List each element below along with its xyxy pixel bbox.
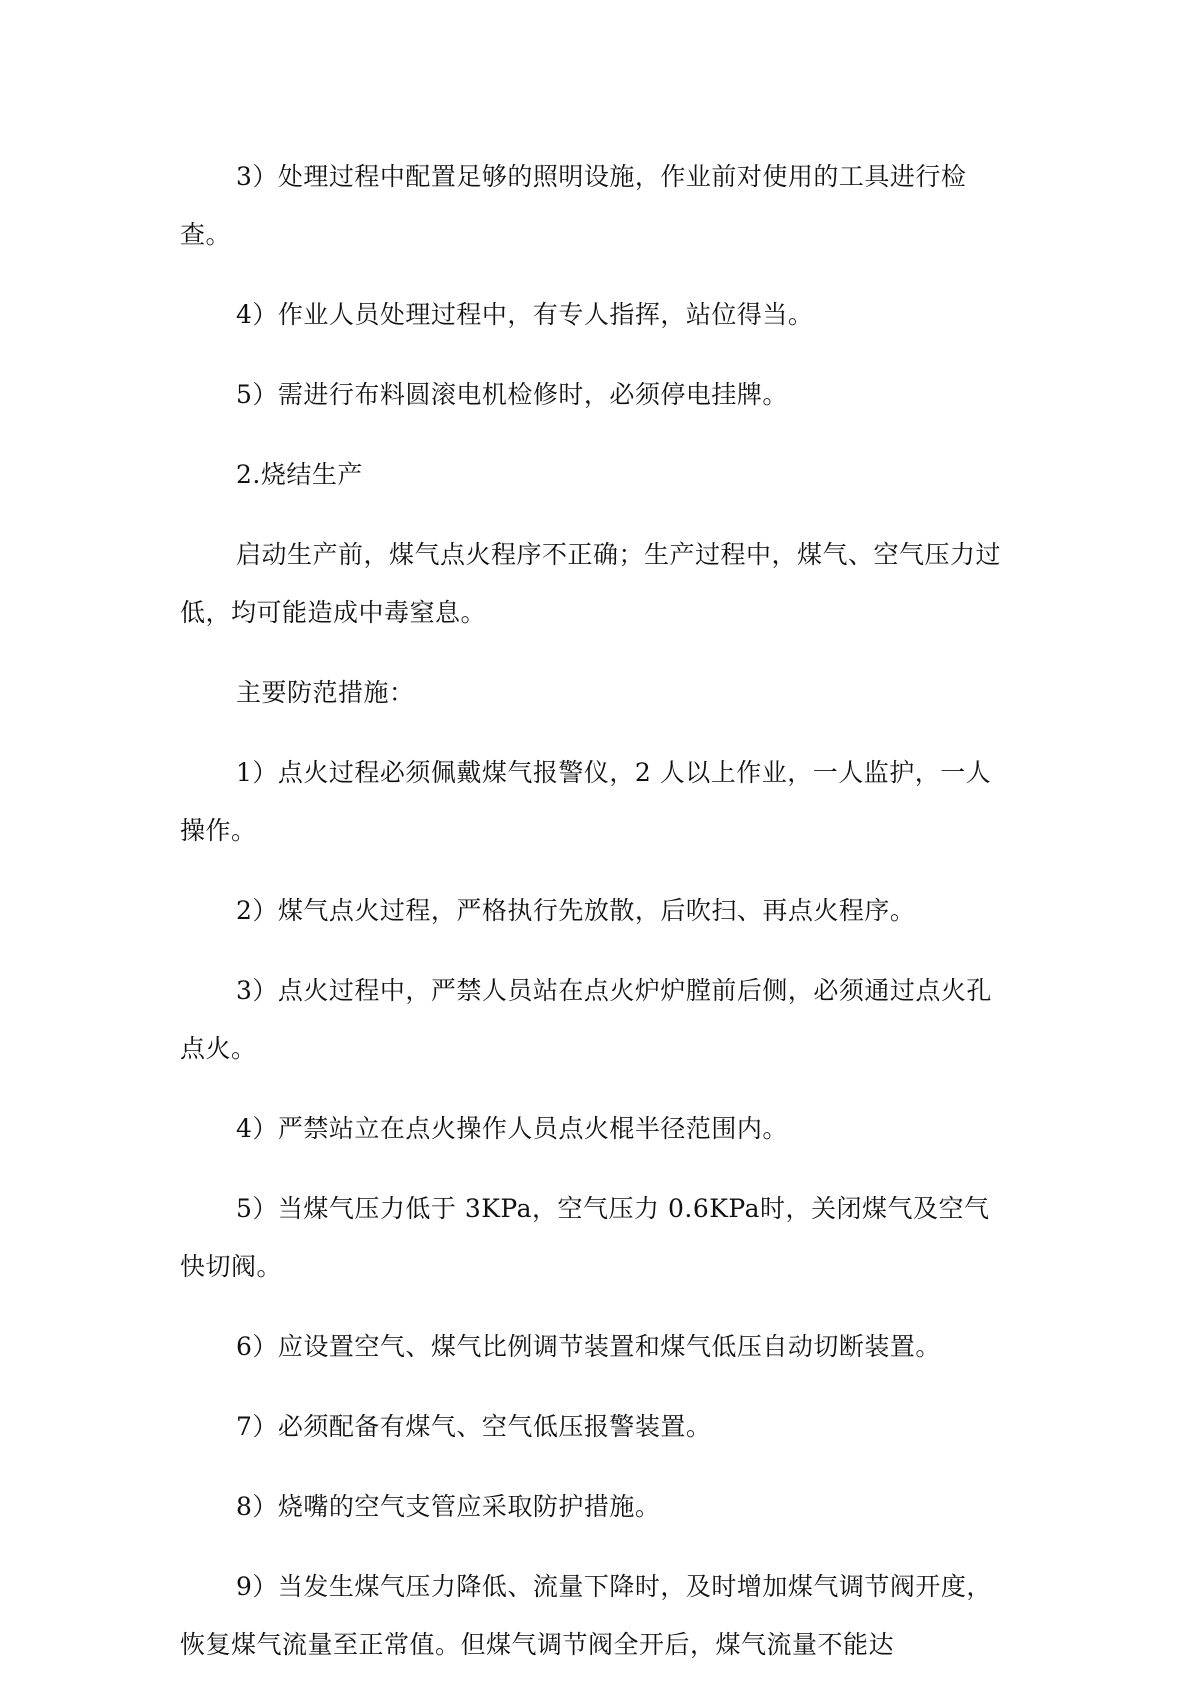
section-heading-sintering: 2.烧结生产	[236, 460, 363, 489]
paragraph-measure-6: 6）应设置空气、煤气比例调节装置和煤气低压自动切断装置。	[236, 1332, 941, 1361]
paragraph-step-5-maintenance: 5）需进行布料圆滚电机检修时，必须停电挂牌。	[236, 380, 788, 409]
paragraph-measures-heading: 主要防范措施：	[236, 678, 415, 707]
paragraph-measure-9: 9）当发生煤气压力降低、流量下降时，及时增加煤气调节阀开度，恢复煤气流量至正常值。但煤气调节阀全开后，煤气流量不能达	[180, 1572, 992, 1659]
document-body	[180, 148, 1014, 1696]
paragraph-startup-risk: 启动生产前，煤气点火程序不正确；生产过程中，煤气、空气压力过低，均可能造成中毒窒息。	[180, 540, 1002, 627]
paragraph-measure-5: 5）当煤气压力低于 3KPa，空气压力 0.6KPa时，关闭煤气及空气快切阀。	[180, 1194, 990, 1281]
paragraph-measure-2: 2）煤气点火过程，严格执行先放散，后吹扫、再点火程序。	[236, 896, 916, 925]
paragraph-measure-1: 1）点火过程必须佩戴煤气报警仪，2 人以上作业，一人监护，一人操作。	[180, 758, 992, 845]
paragraph-step-4-command: 4）作业人员处理过程中，有专人指挥，站位得当。	[236, 300, 814, 329]
paragraph-step-3-lighting: 3）处理过程中配置足够的照明设施，作业前对使用的工具进行检查。	[180, 162, 967, 249]
paragraph-measure-3: 3）点火过程中，严禁人员站在点火炉炉膛前后侧，必须通过点火孔点火。	[180, 976, 992, 1063]
paragraph-measure-4: 4）严禁站立在点火操作人员点火棍半径范围内。	[236, 1114, 788, 1143]
paragraph-measure-7: 7）必须配备有煤气、空气低压报警装置。	[236, 1412, 712, 1441]
paragraph-measure-8: 8）烧嘴的空气支管应采取防护措施。	[236, 1492, 661, 1521]
